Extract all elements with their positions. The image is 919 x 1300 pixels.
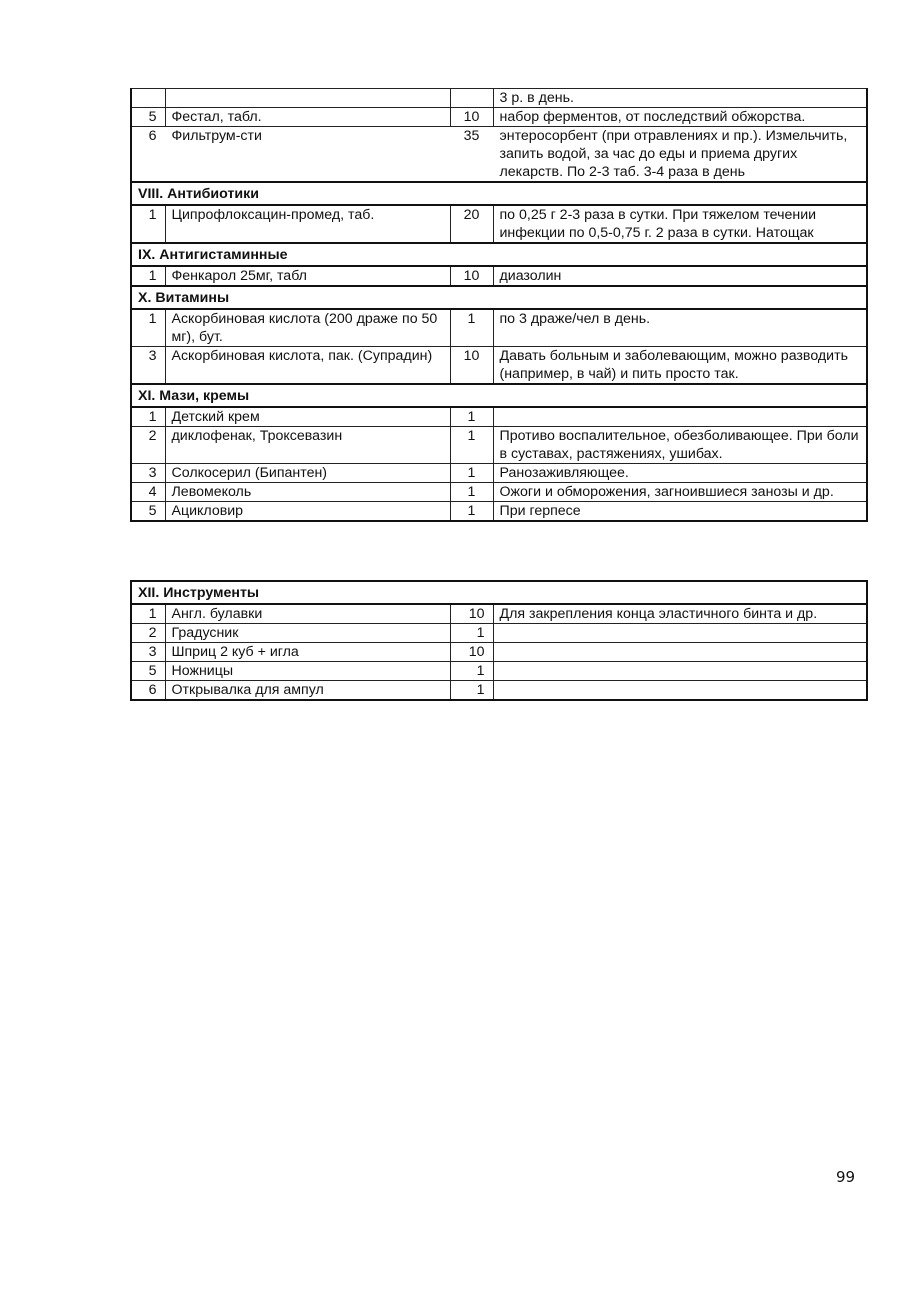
row-number: 1 xyxy=(131,205,165,243)
item-quantity: 1 xyxy=(450,662,493,681)
item-quantity: 10 xyxy=(450,266,493,286)
item-name: Англ. булавки xyxy=(165,604,450,624)
page-number: 99 xyxy=(836,1168,856,1186)
item-note: по 3 драже/чел в день. xyxy=(493,309,867,347)
item-note xyxy=(493,662,867,681)
item-name: Аскорбиновая кислота (200 драже по 50 мг), бут. xyxy=(165,309,450,347)
item-name xyxy=(165,89,450,108)
item-note: по 0,25 г 2-3 раза в сутки. При тяжелом течении инфекции по 0,5-0,75 г. 2 раза в сутки. Натощак xyxy=(493,205,867,243)
item-name: Детский крем xyxy=(165,407,450,427)
item-name: Градусник xyxy=(165,624,450,643)
table-row xyxy=(131,205,867,243)
item-name: Фенкарол 25мг, табл xyxy=(165,266,450,286)
item-name: диклофенак, Троксевазин xyxy=(165,427,450,464)
table-row xyxy=(131,662,867,681)
item-note: Для закрепления конца эластичного бинта и др. xyxy=(493,604,867,624)
item-quantity: 1 xyxy=(450,502,493,522)
item-note: набор ферментов, от последствий обжорства. xyxy=(493,108,867,127)
row-number: 1 xyxy=(131,266,165,286)
table-row xyxy=(131,127,867,183)
item-quantity: 10 xyxy=(450,108,493,127)
row-number: 3 xyxy=(131,643,165,662)
item-name: Ципрофлоксацин-промед, таб. xyxy=(165,205,450,243)
item-quantity: 1 xyxy=(450,624,493,643)
table-row xyxy=(131,266,867,286)
table-row xyxy=(131,643,867,662)
section-header-row xyxy=(131,243,867,266)
row-number: 6 xyxy=(131,681,165,701)
item-note: Ожоги и обморожения, загноившиеся занозы и др. xyxy=(493,483,867,502)
row-number: 5 xyxy=(131,662,165,681)
row-number: 3 xyxy=(131,347,165,385)
instruments-table xyxy=(130,580,868,701)
item-note xyxy=(493,407,867,427)
item-quantity: 1 xyxy=(450,464,493,483)
section-title: VIII. Антибиотики xyxy=(131,182,867,205)
row-number: 5 xyxy=(131,502,165,522)
row-number: 5 xyxy=(131,108,165,127)
row-number xyxy=(131,89,165,108)
item-note: диазолин xyxy=(493,266,867,286)
section-header-row xyxy=(131,182,867,205)
item-note: При герпесе xyxy=(493,502,867,522)
medicine-table xyxy=(130,88,868,522)
item-quantity: 1 xyxy=(450,681,493,701)
table-row xyxy=(131,108,867,127)
row-number: 1 xyxy=(131,309,165,347)
item-note xyxy=(493,681,867,701)
table-row xyxy=(131,309,867,347)
item-name: Фестал, табл. xyxy=(165,108,450,127)
section-title: X. Витамины xyxy=(131,286,867,309)
row-number: 3 xyxy=(131,464,165,483)
row-number: 4 xyxy=(131,483,165,502)
item-quantity: 1 xyxy=(450,309,493,347)
table-row xyxy=(131,347,867,385)
section-header-row xyxy=(131,286,867,309)
item-quantity: 10 xyxy=(450,643,493,662)
table-row xyxy=(131,89,867,108)
table-row xyxy=(131,624,867,643)
row-number: 1 xyxy=(131,407,165,427)
table-row xyxy=(131,483,867,502)
section-title: IX. Антигистаминные xyxy=(131,243,867,266)
item-note: 3 р. в день. xyxy=(493,89,867,108)
table-row xyxy=(131,502,867,522)
item-note xyxy=(493,624,867,643)
item-quantity xyxy=(450,89,493,108)
row-number: 2 xyxy=(131,427,165,464)
row-number: 6 xyxy=(131,127,165,183)
item-quantity: 10 xyxy=(450,347,493,385)
item-quantity: 1 xyxy=(450,483,493,502)
item-quantity: 1 xyxy=(450,407,493,427)
item-quantity: 1 xyxy=(450,427,493,464)
item-quantity: 20 xyxy=(450,205,493,243)
item-name: Левомеколь xyxy=(165,483,450,502)
table-row xyxy=(131,407,867,427)
item-name: Ножницы xyxy=(165,662,450,681)
table-row xyxy=(131,427,867,464)
item-note: Ранозаживляющее. xyxy=(493,464,867,483)
item-name: Солкосерил (Бипантен) xyxy=(165,464,450,483)
item-name: Фильтрум-сти xyxy=(165,127,450,183)
section-title: XII. Инструменты xyxy=(131,581,867,604)
section-title: XI. Мази, кремы xyxy=(131,384,867,407)
item-quantity: 35 xyxy=(450,127,493,183)
item-name: Открывалка для ампул xyxy=(165,681,450,701)
item-name: Аскорбиновая кислота, пак. (Супрадин) xyxy=(165,347,450,385)
item-quantity: 10 xyxy=(450,604,493,624)
item-note: Противо воспалительное, обезболивающее. При боли в суставах, растяжениях, ушибах. xyxy=(493,427,867,464)
item-note xyxy=(493,643,867,662)
row-number: 1 xyxy=(131,604,165,624)
table-row xyxy=(131,604,867,624)
item-name: Шприц 2 куб + игла xyxy=(165,643,450,662)
section-header-row xyxy=(131,384,867,407)
table-row xyxy=(131,464,867,483)
table-row xyxy=(131,681,867,701)
item-note: Давать больным и заболевающим, можно разводить (например, в чай) и пить просто так. xyxy=(493,347,867,385)
row-number: 2 xyxy=(131,624,165,643)
item-note: энтеросорбент (при отравлениях и пр.). Измельчить, запить водой, за час до еды и приема других лекарств. По 2-3 таб. 3-4 раза в день xyxy=(493,127,867,183)
item-name: Ацикловир xyxy=(165,502,450,522)
section-header-row xyxy=(131,581,867,604)
